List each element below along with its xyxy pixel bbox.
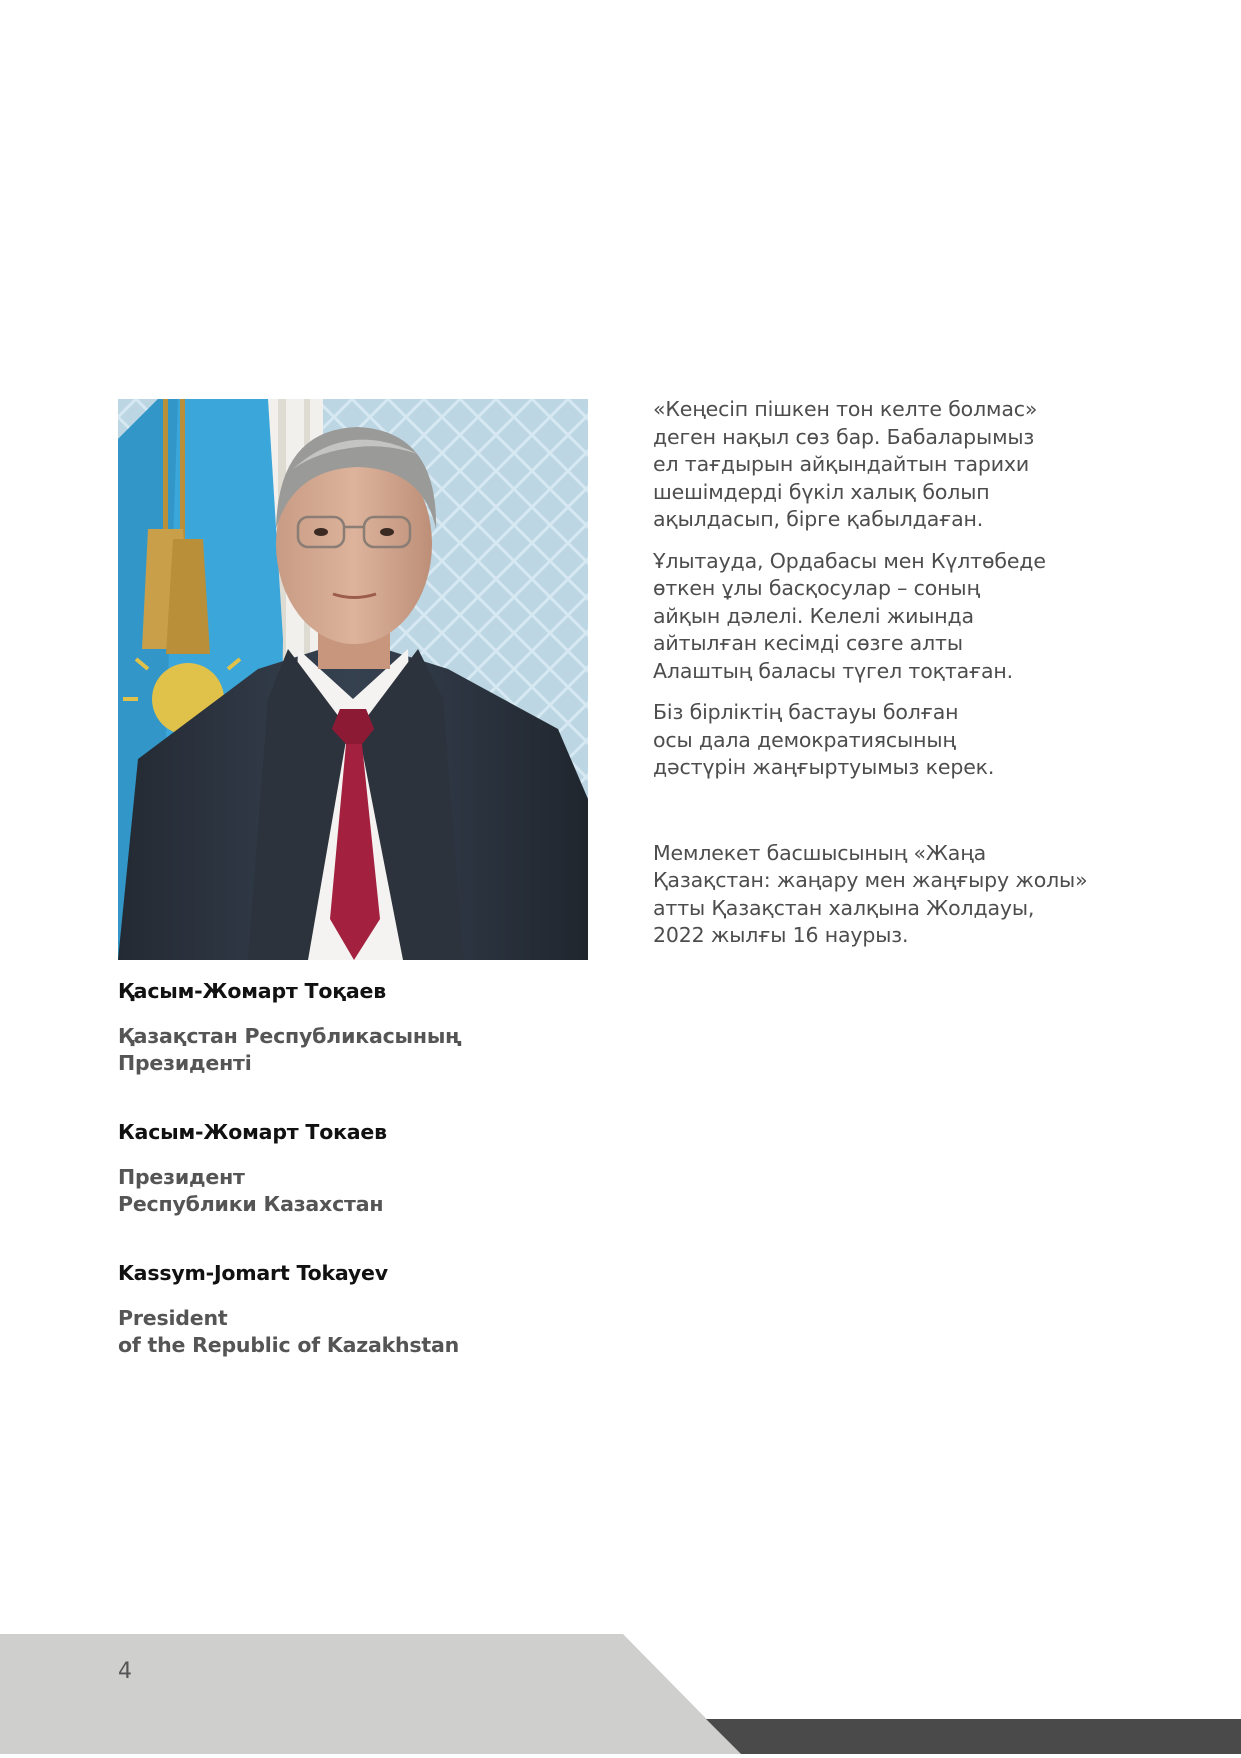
caption-name: Қасым-Жомарт Тоқаев xyxy=(118,979,387,1003)
footer-dark-band xyxy=(706,1719,1241,1754)
portrait-captions xyxy=(118,978,618,1359)
caption-russian xyxy=(118,1119,618,1218)
caption-title-line1: Президент xyxy=(118,1165,245,1189)
page-number: 4 xyxy=(118,1659,132,1684)
caption-name: Kassym-Jomart Tokayev xyxy=(118,1261,388,1285)
quote-paragraph-2: Ұлытауда, Ордабасы мен Күлтөбеде өткен ұлы басқосулар – соның айқын дәлелі. Келелі жиында айтылған кесімді сөзге алты Алаштың баласы түгел тоқтаған. xyxy=(653,548,1046,683)
caption-kazakh xyxy=(118,978,618,1077)
quote-source: Мемлекет басшысының «Жаңа Қазақстан: жаңару мен жаңғыру жолы» атты Қазақстан халқына Жолдауы, 2022 жылғы 16 наурыз. xyxy=(653,840,1088,947)
caption-title-line2: of the Republic of Kazakhstan xyxy=(118,1333,460,1357)
caption-title-line1: Қазақстан Республикасының xyxy=(118,1024,462,1048)
caption-title-line2: Республики Казахстан xyxy=(118,1192,384,1216)
footer-light-band xyxy=(0,1634,741,1754)
quote-paragraph-3: Біз бірліктің бастауы болған осы дала демократиясының дәстүрін жаңғыртуымыз керек. xyxy=(653,700,995,779)
quote-paragraph-1: «Кеңесіп пішкен тон келте болмас» деген нақыл сөз бар. Бабаларымыз ел тағдырын айқындайтын тарихи шешімдерді бүкіл халық болып ақылдасып, бірге қабылдаған. xyxy=(653,397,1038,531)
caption-title-line2: Президенті xyxy=(118,1051,252,1075)
quote-column xyxy=(653,396,1123,964)
president-portrait xyxy=(118,399,588,960)
caption-english xyxy=(118,1260,618,1359)
caption-title-line1: President xyxy=(118,1306,228,1330)
footer-band xyxy=(0,1634,1241,1754)
caption-name: Касым-Жомарт Токаев xyxy=(118,1120,387,1144)
